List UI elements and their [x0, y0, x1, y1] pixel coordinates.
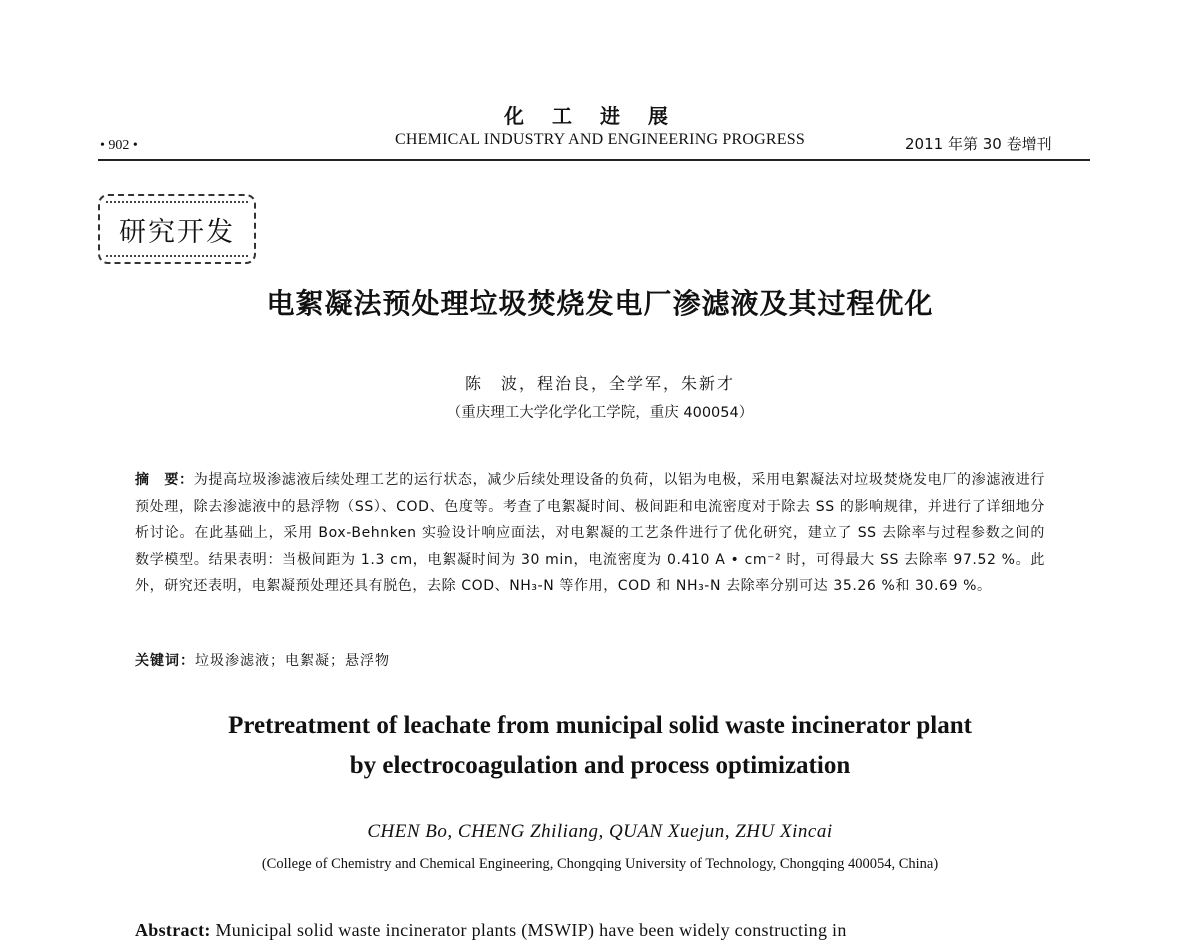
- abstract-en: [135, 920, 1045, 941]
- article-title-en: [0, 706, 1200, 786]
- page-number: • 902 •: [100, 138, 138, 153]
- keywords-cn-label: 关键词：: [135, 653, 195, 669]
- authors-cn: 陈 波，程治良，全学军，朱新才: [464, 374, 735, 393]
- article-title-cn: 电絮凝法预处理垃圾焚烧发电厂渗滤液及其过程优化: [266, 287, 934, 320]
- affiliation-cn: （重庆理工大学化学化工学院，重庆 400054）: [446, 405, 754, 421]
- keywords-cn-text: 垃圾渗滤液；电絮凝；悬浮物: [195, 653, 390, 669]
- abstract-en-text: Municipal solid waste incinerator plants (MSWIP) have been widely constructing in: [210, 920, 847, 940]
- abstract-cn-text: 为提高垃圾渗滤液后续处理工艺的运行状态，减少后续处理设备的负荷，以铝为电极，采用电絮凝法对垃圾焚烧发电厂的渗滤液进行预处理，除去渗滤液中的悬浮物（SS）、COD、色度等。考查了电絮凝时间、极间距和电流密度对于除去 SS 的影响规律，并进行了详细地分析讨论。在此基础上，采用 Box-Behnken 实验设计响应面法，对电絮凝的工艺条件进行了优化研究，建立了 SS 去除率与过程参数之间的数学模型。结果表明：当极间距为 1.3 cm，电絮凝时间为 30 min，电流密度为 0.410 A • cm⁻² 时，可得最大 SS 去除率 97.52 %。此外，研究还表明，电絮凝预处理还具有脱色，去除 COD、NH₃-N 等作用，COD 和 NH₃-N 去除率分别可达 35.26 %和 30.69 %。: [135, 472, 1045, 594]
- issue-info: 2011 年第 30 卷增刊: [905, 135, 1052, 153]
- abstract-en-label: Abstract:: [135, 920, 211, 940]
- abstract-cn-label: 摘 要：: [135, 472, 194, 488]
- journal-title-en: CHEMICAL INDUSTRY AND ENGINEERING PROGRESS: [395, 131, 805, 148]
- journal-title-cn: 化工进展: [504, 104, 696, 128]
- section-badge-label: 研究开发: [119, 216, 235, 248]
- article-title-en-line1: Pretreatment of leachate from municipal solid waste incinerator plant: [228, 712, 972, 739]
- header-divider: [98, 159, 1090, 161]
- section-badge: [98, 194, 256, 264]
- article-title-en-line2: by electrocoagulation and process optimization: [349, 752, 851, 779]
- authors-en: CHEN Bo, CHENG Zhiliang, QUAN Xuejun, ZHU Xincai: [367, 821, 833, 842]
- keywords-cn: [135, 650, 1045, 670]
- affiliation-en: (College of Chemistry and Chemical Engineering, Chongqing University of Technology, Chongqing 400054, China): [261, 856, 939, 872]
- abstract-cn: [135, 467, 1045, 600]
